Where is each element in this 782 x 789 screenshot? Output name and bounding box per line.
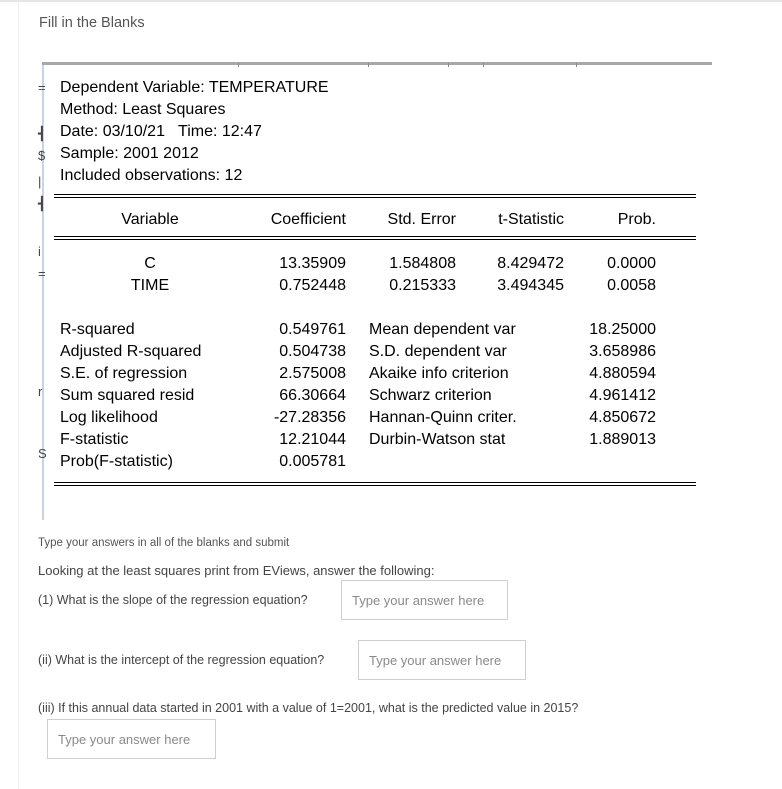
stat-label: F-statistic	[60, 431, 129, 448]
top-divider	[0, 0, 782, 2]
stat-label: Schwarz criterion	[369, 387, 492, 404]
column-header-prob: Prob.	[617, 211, 656, 228]
intercept-answer-input[interactable]	[358, 640, 526, 680]
column-header-t-statistic: t-Statistic	[498, 211, 564, 228]
stat-value: -27.28356	[273, 409, 346, 426]
stat-label: Durbin-Watson stat	[369, 431, 506, 448]
stat-value: 66.30664	[279, 387, 346, 404]
question-prediction: (iii) If this annual data started in 2001 with a value of 1=2001, what is the predicted value in 2015?	[38, 701, 579, 715]
sample-line: Sample: 2001 2012	[60, 145, 199, 162]
stat-label: S.E. of regression	[60, 365, 188, 382]
stat-label: Sum squared resid	[60, 387, 195, 404]
row-t-statistic: 3.494345	[497, 277, 564, 294]
cropped-edge-marks: = ┫ $ | ┫ i = r S	[38, 80, 47, 461]
row-prob: 0.0000	[607, 255, 656, 272]
stat-value: 1.889013	[589, 431, 656, 448]
double-rule	[54, 236, 696, 240]
method-line: Method: Least Squares	[60, 101, 226, 118]
stat-label: Prob(F-statistic)	[60, 453, 173, 470]
question-slope: (1) What is the slope of the regression equation?	[38, 593, 308, 607]
instruction-text: Type your answers in all of the blanks and submit	[38, 537, 290, 549]
stat-value: 0.549761	[279, 321, 346, 338]
stat-value: 4.880594	[589, 365, 656, 382]
output-top-rule	[42, 62, 712, 65]
row-variable: TIME	[130, 277, 170, 294]
row-t-statistic: 8.429472	[497, 255, 564, 272]
stat-label: Akaike info criterion	[369, 365, 509, 382]
question-intercept: (ii) What is the intercept of the regression equation?	[38, 653, 325, 667]
row-std-error: 1.584808	[389, 255, 456, 272]
stat-value: 0.504738	[279, 343, 346, 360]
eviews-output	[38, 62, 712, 520]
intro-text: Looking at the least squares print from EViews, answer the following:	[38, 563, 435, 578]
stat-label: Mean dependent var	[369, 321, 516, 338]
stat-value: 2.575008	[279, 365, 346, 382]
stat-value: 12.21044	[279, 431, 346, 448]
column-header-std-error: Std. Error	[387, 211, 456, 228]
prediction-answer-input[interactable]	[47, 719, 216, 759]
stat-value: 3.658986	[589, 343, 656, 360]
row-prob: 0.0058	[607, 277, 656, 294]
stat-value: 0.005781	[279, 453, 346, 470]
row-coefficient: 13.35909	[279, 255, 346, 272]
double-rule	[54, 482, 696, 486]
double-rule	[54, 194, 696, 198]
stat-label: Log likelihood	[60, 409, 158, 426]
page-heading: Fill in the Blanks	[39, 15, 145, 31]
row-coefficient: 0.752448	[279, 277, 346, 294]
stat-value: 18.25000	[589, 321, 656, 338]
stat-label: Hannan-Quinn criter.	[369, 409, 517, 426]
stat-value: 4.850672	[589, 409, 656, 426]
left-frame-line	[18, 2, 19, 789]
column-header-coefficient: Coefficient	[270, 211, 346, 228]
row-std-error: 0.215333	[389, 277, 456, 294]
stat-label: S.D. dependent var	[369, 343, 507, 360]
dependent-variable-line: Dependent Variable: TEMPERATURE	[60, 79, 329, 96]
row-variable: C	[144, 255, 156, 272]
slope-answer-input[interactable]	[341, 580, 508, 620]
observations-line: Included observations: 12	[60, 167, 243, 184]
stat-label: R-squared	[60, 321, 135, 338]
stat-label: Adjusted R-squared	[60, 343, 202, 360]
stat-value: 4.961412	[589, 387, 656, 404]
date-time-line: Date: 03/10/21 Time: 12:47	[60, 123, 262, 140]
column-header-variable: Variable	[121, 211, 179, 228]
